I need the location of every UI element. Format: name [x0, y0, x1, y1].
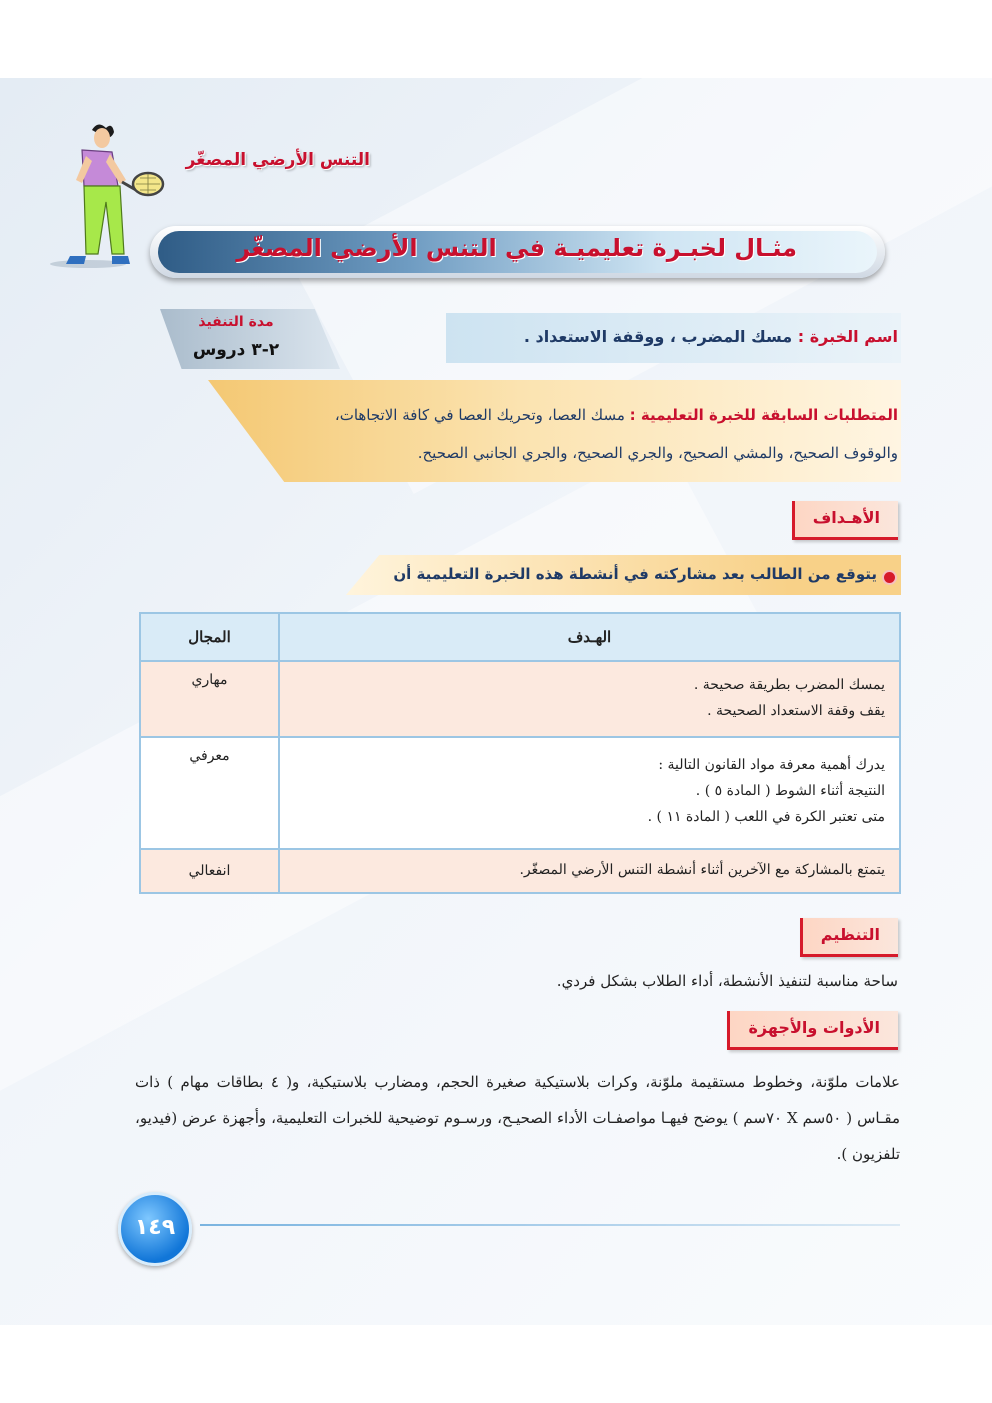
- domain-cell: انفعالي: [140, 849, 279, 893]
- bullet-icon: [882, 570, 897, 585]
- goal-item: يمسك المضرب بطريقة صحيحة .: [693, 677, 885, 693]
- running-title: التنس الأرضي المصغّر: [185, 150, 370, 170]
- domain-cell: مهاري: [140, 661, 279, 737]
- tools-heading: الأدوات والأجهزة: [727, 1011, 898, 1050]
- goal-item: النتيجة أثناء الشوط ( المادة ٥ ) .: [695, 783, 885, 799]
- table-row: [140, 849, 900, 893]
- prerequisites-label: المتطلبات السابقة للخبرة التعليمية :: [629, 406, 898, 424]
- goal-item: يتمتع بالمشاركة مع الآخرين أثناء أنشطة التنس الأرضي المصغّر.: [519, 862, 885, 878]
- goal-cell: [279, 661, 900, 737]
- table-row: [140, 661, 900, 737]
- goal-item: يقف وقفة الاستعداد الصحيحة .: [707, 703, 885, 719]
- prerequisites: [248, 396, 898, 472]
- experience-name: [524, 327, 898, 346]
- objectives-table: [139, 612, 901, 894]
- goal-item: يدرك أهمية معرفة مواد القانون التالية :: [658, 757, 885, 773]
- organization-text: ساحة مناسبة لتنفيذ الأنشطة، أداء الطلاب بشكل فردي.: [556, 972, 898, 990]
- column-header-goal: الهـدف: [279, 613, 900, 661]
- goal-cell: [279, 737, 900, 849]
- objectives-heading: الأهـداف: [792, 501, 898, 540]
- experience-label: اسم الخبرة :: [797, 327, 898, 346]
- footer-divider: [200, 1224, 900, 1226]
- goal-cell: [279, 849, 900, 893]
- domain-cell: معرفي: [140, 737, 279, 849]
- duration-value: ٢-٣ دروس: [192, 340, 280, 360]
- column-header-domain: المجال: [140, 613, 279, 661]
- prerequisites-line1: مسك العصا، وتحريك العصا في كافة الاتجاهات،: [334, 406, 625, 424]
- tennis-player-illustration: [30, 118, 165, 268]
- tools-text: علامات ملوّنة، وخطوط مستقيمة ملوّنة، وكرات بلاستيكية صغيرة الحجم، ومضارب بلاستيكية، و( ٤ بطاقات مهام ) ذات مقـاس ( ٥٠سم X ٧٠سم ) يوضح فيهـا مواصفـات الأداء الصحيـح، ورسـوم توضيحية للخبرات التعليمية، وأجهزة عرض (فيديو، تلفزيون ).: [135, 1073, 900, 1163]
- page-title: مثـال لخبـرة تعليميـة في التنس الأرضي المصغّر: [236, 234, 797, 262]
- duration-label: مدة التنفيذ: [198, 314, 274, 330]
- goal-item: متى تعتبر الكرة في اللعب ( المادة ١١ ) .: [647, 809, 885, 825]
- table-header-row: [140, 613, 900, 661]
- title-banner: [150, 226, 885, 278]
- experience-value: مسك المضرب ، ووقفة الاستعداد .: [523, 327, 793, 346]
- objectives-intro: يتوقع من الطالب بعد مشاركته في أنشطة هذه الخبرة التعليمية أن: [393, 565, 877, 583]
- organization-heading: التنظيم: [800, 918, 898, 957]
- page-number: ١٤٩: [118, 1192, 192, 1266]
- prerequisites-line2: والوقوف الصحيح، والمشي الصحيح، والجري الصحيح، والجري الجانبي الصحيح.: [417, 444, 898, 462]
- table-row: [140, 737, 900, 849]
